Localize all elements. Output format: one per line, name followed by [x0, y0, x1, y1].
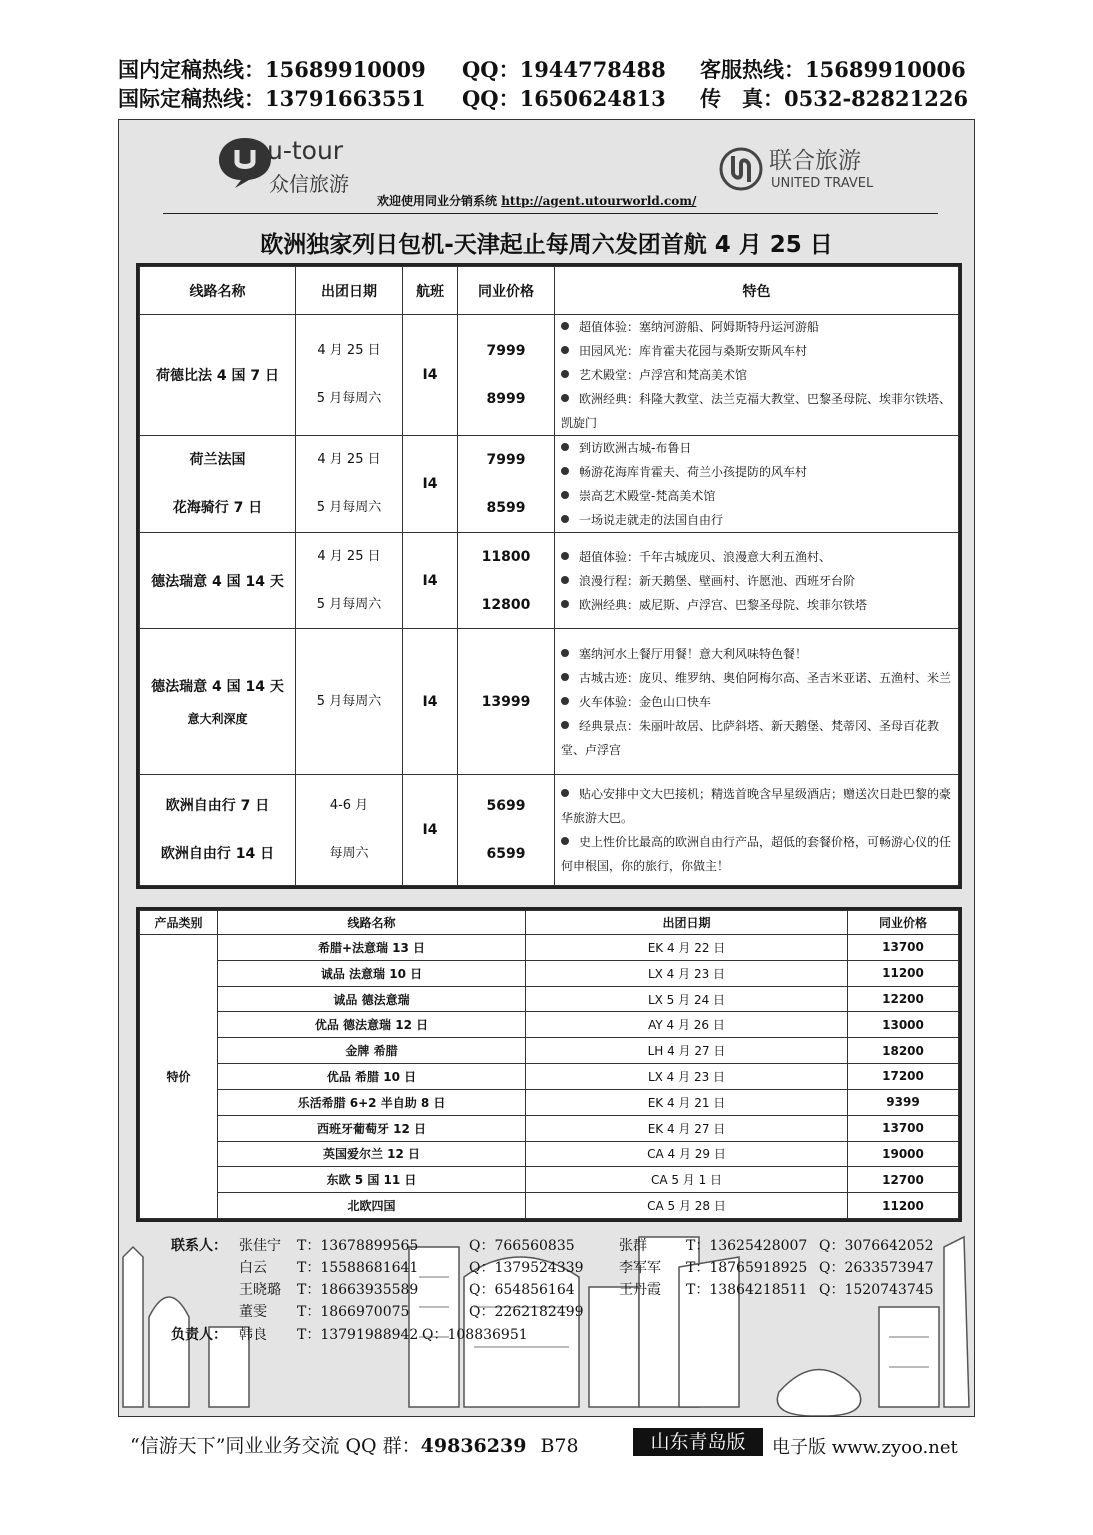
category-cell: 特价 — [140, 935, 218, 1219]
dates-cell — [296, 775, 403, 886]
feature-text: 欧洲经典：科隆大教堂、法兰克福大教堂、巴黎圣母院、埃菲尔铁塔、凯旋门 — [561, 392, 952, 430]
contact-name: 李军军 — [619, 1260, 661, 1276]
route-name: 德法瑞意 4 国 14 天 — [140, 533, 296, 629]
price: 8999 — [486, 391, 526, 407]
contact-tel: T：18663935589 — [297, 1282, 419, 1298]
route-name — [140, 775, 296, 886]
united-travel-en: UNITED TRAVEL — [771, 176, 874, 191]
bullet-icon — [561, 697, 569, 705]
route-line: 荷兰法国 — [189, 452, 246, 468]
depart-date: CA 4 月 29 日 — [526, 1141, 848, 1167]
price: 12800 — [481, 596, 531, 613]
route-name: 希腊+法意瑞 13 日 — [218, 935, 526, 961]
price: 5699 — [486, 798, 526, 814]
price: 6599 — [486, 846, 526, 862]
united-travel-logo — [719, 140, 889, 198]
united-travel-cn: 联合旅游 — [769, 148, 861, 174]
feature-text: 到访欧洲古城-布鲁日 — [579, 441, 692, 455]
col-route: 线路名称 — [140, 267, 296, 315]
bullet-icon — [561, 394, 569, 402]
table-row — [140, 1089, 959, 1115]
contact-qq: Q：766560835 — [469, 1238, 575, 1254]
feature-text: 超值体验：千年古城庞贝、浪漫意大利五渔村、 — [579, 549, 832, 564]
feature-item — [561, 642, 954, 666]
date: 5 月每周六 — [316, 596, 382, 612]
table-header-row — [140, 267, 959, 315]
contact-name: 张佳宁 — [239, 1238, 281, 1254]
bullet-icon — [561, 789, 569, 797]
ad-frame — [118, 119, 975, 1417]
date: 4-6 月 — [329, 798, 369, 813]
feature-item — [561, 508, 954, 532]
qq-group: 49836239 — [420, 1435, 527, 1457]
contact-tel: T：18765918925 — [686, 1260, 808, 1276]
features-cell — [555, 315, 959, 436]
feature-item — [561, 436, 954, 460]
bullet-icon — [561, 370, 569, 378]
feature-text: 超值体验：塞纳河游船、阿姆斯特丹运河游船 — [579, 320, 820, 334]
owner-label: 负责人： — [171, 1327, 227, 1343]
page-number: B78 — [540, 1435, 579, 1457]
price: 12700 — [848, 1167, 959, 1193]
bullet-icon — [561, 515, 569, 523]
feature-text: 贴心安排中文大巴接机；精选首晚含早星级酒店；赠送次日赴巴黎的豪华旅游大巴。 — [561, 787, 952, 825]
feature-text: 艺术殿堂：卢浮宫和梵高美术馆 — [579, 368, 748, 382]
depart-date: AY 4 月 26 日 — [526, 1012, 848, 1038]
route-name: 优品 希腊 10 日 — [218, 1064, 526, 1090]
bullet-icon — [561, 600, 569, 608]
features-cell — [555, 629, 959, 775]
feature-item — [561, 569, 954, 593]
contact-qq: Q：2262182499 — [469, 1304, 584, 1320]
table-row — [140, 629, 959, 775]
flight: I4 — [403, 315, 458, 436]
dates-cell — [296, 436, 403, 533]
bullet-icon — [561, 322, 569, 330]
feature-text: 火车体验：金色山口快车 — [579, 694, 712, 709]
special-offers-table — [136, 907, 962, 1222]
table-row — [140, 315, 959, 436]
feature-text: 欧洲经典：威尼斯、卢浮宫、巴黎圣母院、埃菲尔铁塔 — [579, 597, 868, 612]
contact-tel: T：13864218511 — [686, 1282, 808, 1298]
feature-item — [561, 714, 954, 762]
price: 11200 — [848, 960, 959, 986]
col-price: 同业价格 — [848, 911, 959, 935]
contact-name: 王晓璐 — [239, 1282, 281, 1298]
table-row — [140, 960, 959, 986]
price: 7999 — [486, 452, 526, 468]
footer-slogan — [130, 1431, 579, 1458]
feature-text: 古城古迹：庞贝、维罗纳、奥伯阿梅尔高、圣吉米亚诺、五渔村、米兰 — [579, 670, 952, 685]
price: 12200 — [848, 986, 959, 1012]
route-name: 荷德比法 4 国 7 日 — [140, 315, 296, 436]
prices-cell — [458, 315, 555, 436]
bullet-icon — [561, 346, 569, 354]
edition-badge: 山东青岛版 — [633, 1428, 763, 1456]
contact-qq: Q：1379524339 — [469, 1260, 584, 1276]
route-name: 北欧四国 — [218, 1193, 526, 1219]
table-row — [140, 935, 959, 961]
contact-label: 联系人： — [171, 1238, 227, 1254]
price: 13700 — [848, 1115, 959, 1141]
table-row — [140, 1064, 959, 1090]
feature-item — [561, 363, 954, 387]
feature-item — [561, 339, 954, 363]
route-name: 英国爱尔兰 12 日 — [218, 1141, 526, 1167]
price: 13700 — [848, 935, 959, 961]
intl-qq: QQ：1650624813 — [462, 86, 666, 111]
table-row — [140, 986, 959, 1012]
route-name: 金牌 希腊 — [218, 1038, 526, 1064]
features-cell — [555, 775, 959, 886]
depart-date: EK 4 月 21 日 — [526, 1089, 848, 1115]
route-line: 欧洲自由行 7 日 — [165, 798, 270, 814]
owner-name: 韩良 — [239, 1327, 267, 1343]
utour-speech-bubble-icon — [215, 132, 275, 190]
charter-routes-table — [136, 263, 962, 889]
contacts-section — [119, 1217, 974, 1416]
contact-qq: Q：2633573947 — [819, 1260, 934, 1276]
route-name — [140, 436, 296, 533]
service-hotline: 客服热线：15689910006 — [700, 57, 966, 82]
contact-tel: T：13678899565 — [297, 1238, 419, 1254]
price: 13000 — [848, 1012, 959, 1038]
domestic-qq: QQ：1944778488 — [462, 57, 666, 82]
feature-item — [561, 830, 954, 878]
price: 19000 — [848, 1141, 959, 1167]
prices-cell — [458, 775, 555, 886]
dates-cell — [296, 533, 403, 629]
price: 11200 — [848, 1193, 959, 1219]
route-name — [140, 629, 296, 775]
flight: I4 — [403, 533, 458, 629]
depart-date: LX 4 月 23 日 — [526, 1064, 848, 1090]
fax-number: 传 真：0532-82821226 — [700, 86, 969, 111]
bullet-icon — [561, 467, 569, 475]
welcome-line — [377, 192, 696, 209]
bullet-icon — [561, 443, 569, 451]
date: 5 月每周六 — [316, 500, 382, 515]
utour-cn-text: 众信旅游 — [269, 172, 349, 196]
contact-qq: Q：3076642052 — [819, 1238, 934, 1254]
table-row — [140, 436, 959, 533]
domestic-hotline: 国内定稿热线：15689910009 — [118, 57, 426, 82]
price: 9399 — [848, 1089, 959, 1115]
route-name: 西班牙葡萄牙 12 日 — [218, 1115, 526, 1141]
bullet-icon — [561, 673, 569, 681]
bullet-icon — [561, 552, 569, 560]
contact-name: 张群 — [619, 1238, 647, 1254]
bullet-icon — [561, 576, 569, 584]
depart-date: CA 5 月 28 日 — [526, 1193, 848, 1219]
owner-tel: T：13791988942 — [297, 1327, 419, 1343]
depart-date: LX 5 月 24 日 — [526, 986, 848, 1012]
date: 4 月 25 日 — [317, 452, 381, 467]
route-line: 欧洲自由行 14 日 — [160, 846, 275, 862]
feature-item — [561, 484, 954, 508]
feature-item — [561, 690, 954, 714]
flight: I4 — [403, 775, 458, 886]
col-date: 出团日期 — [526, 911, 848, 935]
contact-qq: Q：1520743745 — [819, 1282, 934, 1298]
feature-text: 畅游花海库肯霍夫、荷兰小孩提防的风车村 — [579, 465, 808, 479]
contact-tel: T：1866970075 — [297, 1304, 410, 1320]
price: 8599 — [486, 500, 526, 516]
feature-text: 经典景点：朱丽叶故居、比萨斜塔、新天鹅堡、梵蒂冈、圣母百花教堂、卢浮宫 — [561, 718, 940, 757]
table-row — [140, 1193, 959, 1219]
feature-item — [561, 315, 954, 339]
feature-text: 一场说走就走的法国自由行 — [579, 513, 724, 527]
table-row — [140, 775, 959, 886]
contact-qq: Q：654856164 — [469, 1282, 575, 1298]
table-row — [140, 1141, 959, 1167]
depart-date: CA 5 月 1 日 — [526, 1167, 848, 1193]
owner-qq: Q：108836951 — [422, 1327, 528, 1343]
feature-text: 田园风光：库肯霍夫花园与桑斯安斯风车村 — [579, 344, 808, 358]
contact-name: 王丹霞 — [619, 1282, 661, 1298]
features-cell — [555, 533, 959, 629]
bullet-icon — [561, 837, 569, 845]
flight: I4 — [403, 629, 458, 775]
feature-text: 塞纳河水上餐厅用餐！意大利风味特色餐！ — [579, 646, 808, 661]
feature-item — [561, 545, 954, 569]
date: 5 月每周六 — [296, 629, 403, 775]
price: 7999 — [486, 343, 526, 359]
feature-item — [561, 387, 954, 435]
intl-hotline: 国际定稿热线：13791663551 — [118, 86, 426, 111]
welcome-text: 欢迎使用同业分销系统 — [377, 194, 498, 208]
col-category: 产品类别 — [140, 911, 218, 935]
bullet-icon — [561, 649, 569, 657]
date: 4 月 25 日 — [317, 343, 381, 358]
depart-date: LH 4 月 27 日 — [526, 1038, 848, 1064]
prices-cell — [458, 533, 555, 629]
route-line: 花海骑行 7 日 — [172, 500, 263, 516]
feature-item — [561, 593, 954, 617]
contact-name: 白云 — [239, 1260, 267, 1276]
feature-text: 崇高艺术殿堂-梵高美术馆 — [579, 489, 716, 503]
price: 18200 — [848, 1038, 959, 1064]
ad-title: 欧洲独家列日包机-天津起止每周六发团首航 4 月 25 日 — [260, 232, 833, 258]
depart-date: EK 4 月 27 日 — [526, 1115, 848, 1141]
col-features: 特色 — [555, 267, 959, 315]
table-row — [140, 1167, 959, 1193]
feature-text: 史上性价比最高的欧洲自由行产品，超低的套餐价格，可畅游心仪的任何申根国，你的旅行，你做主！ — [561, 835, 952, 873]
contact-name: 董雯 — [239, 1304, 267, 1320]
col-route: 线路名称 — [218, 911, 526, 935]
divider — [163, 213, 938, 214]
col-flight: 航班 — [403, 267, 458, 315]
table-header-row — [140, 911, 959, 935]
feature-text: 浪漫行程：新天鹅堡、壁画村、许愿池、西班牙台阶 — [579, 573, 856, 588]
feature-item — [561, 782, 954, 830]
features-cell — [555, 436, 959, 533]
prices-cell — [458, 436, 555, 533]
table-row — [140, 1115, 959, 1141]
route-name: 诚品 德法意瑞 — [218, 986, 526, 1012]
depart-date: EK 4 月 22 日 — [526, 935, 848, 961]
route-name: 诚品 法意瑞 10 日 — [218, 960, 526, 986]
utour-logo — [215, 132, 385, 196]
route-name: 东欧 5 国 11 日 — [218, 1167, 526, 1193]
price: 11800 — [481, 548, 531, 565]
contact-tel: T：15588681641 — [297, 1260, 419, 1276]
route-line: 德法瑞意 4 国 14 天 — [151, 678, 284, 695]
bullet-icon — [561, 491, 569, 499]
price: 13999 — [458, 629, 555, 775]
price: 17200 — [848, 1064, 959, 1090]
feature-item — [561, 666, 954, 690]
table-row — [140, 533, 959, 629]
slogan-text: “信游天下”同业业务交流 QQ 群： — [130, 1435, 421, 1457]
feature-item — [561, 460, 954, 484]
route-name: 优品 德法意瑞 12 日 — [218, 1012, 526, 1038]
date: 5 月每周六 — [316, 391, 382, 406]
edition-suffix[interactable]: 电子版 www.zyoo.net — [772, 1437, 958, 1458]
route-sub: 意大利深度 — [187, 711, 248, 726]
bullet-icon — [561, 721, 569, 729]
col-price: 同业价格 — [458, 267, 555, 315]
table-row — [140, 1038, 959, 1064]
date: 每周六 — [329, 846, 369, 861]
contact-tel: T：13625428007 — [686, 1238, 808, 1254]
col-date: 出团日期 — [296, 267, 403, 315]
depart-date: LX 4 月 23 日 — [526, 960, 848, 986]
route-name: 乐活希腊 6+2 半自助 8 日 — [218, 1089, 526, 1115]
utour-en-text: u-tour — [267, 136, 344, 165]
flight: I4 — [403, 436, 458, 533]
table-row — [140, 1012, 959, 1038]
dates-cell — [296, 315, 403, 436]
united-travel-emblem-icon — [719, 144, 763, 194]
agent-system-link[interactable]: http://agent.utourworld.com/ — [501, 194, 697, 208]
date: 4 月 25 日 — [317, 548, 381, 564]
